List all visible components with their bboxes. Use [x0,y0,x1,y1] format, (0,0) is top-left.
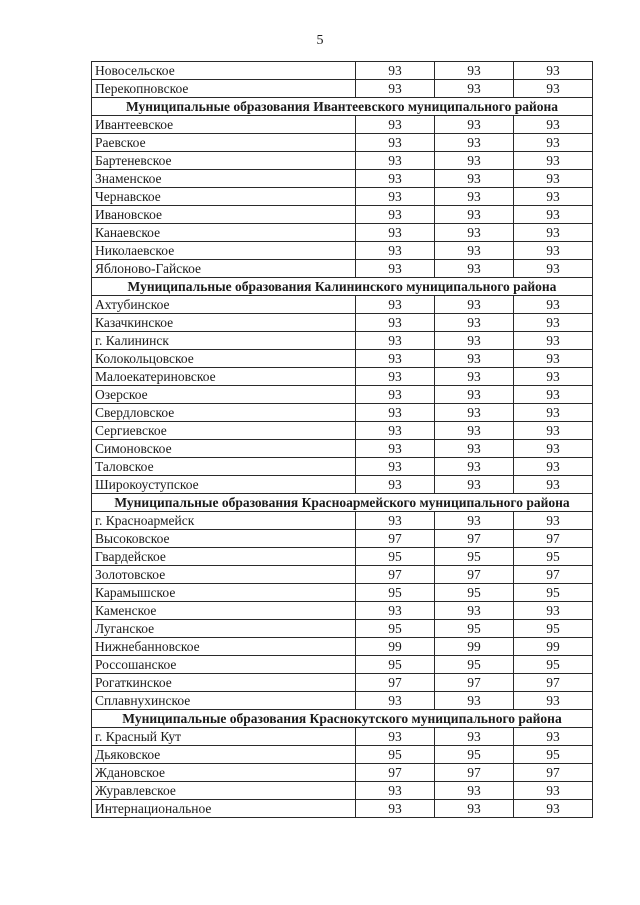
table-row [92,296,593,314]
table-row [92,242,593,260]
table-row [92,458,593,476]
value-cell: 93 [514,602,593,620]
value-cell: 95 [356,548,435,566]
value-cell: 97 [435,566,514,584]
table-row [92,404,593,422]
table-row [92,782,593,800]
value-cell: 97 [514,764,593,782]
value-cell: 93 [356,512,435,530]
table-row [92,620,593,638]
table-row [92,476,593,494]
value-cell: 93 [514,440,593,458]
municipality-name: Россошанское [92,656,356,674]
table-row [92,656,593,674]
value-cell: 95 [514,746,593,764]
table-row [92,116,593,134]
value-cell: 93 [435,512,514,530]
value-cell: 93 [435,80,514,98]
value-cell: 93 [356,332,435,350]
municipality-name: Чернавское [92,188,356,206]
value-cell: 93 [514,350,593,368]
tariff-table [91,61,593,818]
municipality-name: Свердловское [92,404,356,422]
table-body [92,62,593,818]
municipality-name: Журавлевское [92,782,356,800]
table-row [92,386,593,404]
value-cell: 93 [435,800,514,818]
value-cell: 93 [514,404,593,422]
table-row [92,512,593,530]
value-cell: 95 [514,584,593,602]
table-row [92,368,593,386]
value-cell: 95 [435,656,514,674]
value-cell: 97 [435,764,514,782]
value-cell: 93 [435,188,514,206]
table-row [92,332,593,350]
value-cell: 93 [356,692,435,710]
value-cell: 93 [514,260,593,278]
value-cell: 93 [435,476,514,494]
value-cell: 93 [356,260,435,278]
value-cell: 93 [356,224,435,242]
value-cell: 99 [435,638,514,656]
value-cell: 93 [356,206,435,224]
value-cell: 93 [514,134,593,152]
table-row [92,224,593,242]
table-row [92,548,593,566]
value-cell: 93 [356,170,435,188]
section-title: Муниципальные образования Краснокутского муниципального района [92,710,593,728]
value-cell: 93 [356,116,435,134]
value-cell: 93 [356,404,435,422]
value-cell: 99 [356,638,435,656]
section-header-row [92,494,593,512]
value-cell: 93 [435,440,514,458]
value-cell: 93 [356,476,435,494]
value-cell: 93 [356,368,435,386]
value-cell: 97 [356,530,435,548]
value-cell: 93 [435,242,514,260]
value-cell: 93 [514,728,593,746]
value-cell: 93 [435,134,514,152]
municipality-name: Сергиевское [92,422,356,440]
value-cell: 93 [435,206,514,224]
value-cell: 93 [514,242,593,260]
value-cell: 97 [514,530,593,548]
value-cell: 93 [514,62,593,80]
value-cell: 93 [435,116,514,134]
value-cell: 93 [356,422,435,440]
value-cell: 93 [356,134,435,152]
value-cell: 93 [356,782,435,800]
value-cell: 93 [514,314,593,332]
municipality-name: г. Калининск [92,332,356,350]
municipality-name: Николаевское [92,242,356,260]
value-cell: 93 [435,152,514,170]
value-cell: 95 [356,584,435,602]
section-header-row [92,278,593,296]
value-cell: 93 [514,800,593,818]
municipality-name: Каменское [92,602,356,620]
value-cell: 93 [356,458,435,476]
municipality-name: Колокольцовское [92,350,356,368]
value-cell: 93 [356,386,435,404]
value-cell: 93 [435,224,514,242]
value-cell: 93 [514,458,593,476]
table-row [92,62,593,80]
value-cell: 95 [435,584,514,602]
value-cell: 93 [356,296,435,314]
table-row [92,764,593,782]
table-row [92,80,593,98]
municipality-name: Рогаткинское [92,674,356,692]
value-cell: 93 [435,404,514,422]
table-row [92,674,593,692]
table-row [92,566,593,584]
value-cell: 95 [435,620,514,638]
value-cell: 93 [356,350,435,368]
value-cell: 97 [356,566,435,584]
municipality-name: Таловское [92,458,356,476]
value-cell: 93 [514,332,593,350]
municipality-name: Казачкинское [92,314,356,332]
value-cell: 95 [435,548,514,566]
value-cell: 93 [356,800,435,818]
value-cell: 97 [356,674,435,692]
value-cell: 93 [435,170,514,188]
table-row [92,170,593,188]
value-cell: 93 [435,422,514,440]
value-cell: 93 [514,80,593,98]
section-header-row [92,710,593,728]
table-row [92,152,593,170]
value-cell: 93 [435,260,514,278]
municipality-name: Широкоуступское [92,476,356,494]
municipality-name: Золотовское [92,566,356,584]
municipality-name: Раевское [92,134,356,152]
table-row [92,638,593,656]
value-cell: 93 [514,206,593,224]
value-cell: 93 [514,188,593,206]
municipality-name: Карамышское [92,584,356,602]
table-row [92,314,593,332]
municipality-name: Озерское [92,386,356,404]
value-cell: 93 [435,350,514,368]
value-cell: 93 [435,314,514,332]
section-title: Муниципальные образования Красноармейского муниципального района [92,494,593,512]
value-cell: 97 [514,566,593,584]
municipality-name: г. Красный Кут [92,728,356,746]
municipality-name: Симоновское [92,440,356,458]
municipality-name: Бартеневское [92,152,356,170]
value-cell: 93 [356,152,435,170]
municipality-name: Ивановское [92,206,356,224]
municipality-name: Интернациональное [92,800,356,818]
table-row [92,584,593,602]
value-cell: 93 [435,602,514,620]
municipality-name: Новосельское [92,62,356,80]
municipality-name: Гвардейское [92,548,356,566]
value-cell: 97 [356,764,435,782]
value-cell: 95 [356,656,435,674]
table-row [92,602,593,620]
value-cell: 95 [435,746,514,764]
value-cell: 93 [514,152,593,170]
value-cell: 93 [514,296,593,314]
municipality-name: Ивантеевское [92,116,356,134]
value-cell: 93 [435,386,514,404]
value-cell: 93 [356,242,435,260]
value-cell: 93 [356,80,435,98]
value-cell: 95 [356,620,435,638]
value-cell: 93 [435,368,514,386]
value-cell: 93 [514,692,593,710]
municipality-name: Дьяковское [92,746,356,764]
value-cell: 93 [356,62,435,80]
table-row [92,692,593,710]
value-cell: 93 [435,332,514,350]
section-title: Муниципальные образования Калининского муниципального района [92,278,593,296]
table-row [92,206,593,224]
section-header-row [92,98,593,116]
value-cell: 93 [514,512,593,530]
table-row [92,746,593,764]
value-cell: 93 [514,476,593,494]
table-row [92,188,593,206]
table-row [92,422,593,440]
table-row [92,134,593,152]
value-cell: 95 [514,656,593,674]
value-cell: 93 [435,782,514,800]
value-cell: 93 [356,728,435,746]
value-cell: 95 [514,620,593,638]
value-cell: 93 [514,782,593,800]
table-row [92,800,593,818]
municipality-name: Малоекатериновское [92,368,356,386]
municipality-name: Перекопновское [92,80,356,98]
value-cell: 93 [356,314,435,332]
table-row [92,530,593,548]
municipality-name: Ждановское [92,764,356,782]
section-title: Муниципальные образования Ивантеевского муниципального района [92,98,593,116]
municipality-name: Ахтубинское [92,296,356,314]
municipality-name: Канаевское [92,224,356,242]
value-cell: 93 [514,422,593,440]
value-cell: 93 [514,116,593,134]
value-cell: 93 [435,692,514,710]
value-cell: 93 [514,170,593,188]
page-number: 5 [316,33,324,48]
value-cell: 93 [356,188,435,206]
municipality-name: Нижнебанновское [92,638,356,656]
value-cell: 93 [514,224,593,242]
value-cell: 97 [435,530,514,548]
municipality-name: Знаменское [92,170,356,188]
value-cell: 95 [356,746,435,764]
value-cell: 99 [514,638,593,656]
municipality-name: г. Красноармейск [92,512,356,530]
table-row [92,350,593,368]
municipality-name: Высоковское [92,530,356,548]
value-cell: 93 [435,728,514,746]
value-cell: 97 [435,674,514,692]
municipality-name: Яблоново-Гайское [92,260,356,278]
value-cell: 93 [435,458,514,476]
value-cell: 95 [514,548,593,566]
value-cell: 93 [514,386,593,404]
municipality-name: Луганское [92,620,356,638]
table-row [92,260,593,278]
value-cell: 93 [435,296,514,314]
value-cell: 93 [356,440,435,458]
value-cell: 93 [356,602,435,620]
table-row [92,728,593,746]
value-cell: 93 [435,62,514,80]
municipality-name: Сплавнухинское [92,692,356,710]
value-cell: 93 [514,368,593,386]
value-cell: 97 [514,674,593,692]
table-row [92,440,593,458]
